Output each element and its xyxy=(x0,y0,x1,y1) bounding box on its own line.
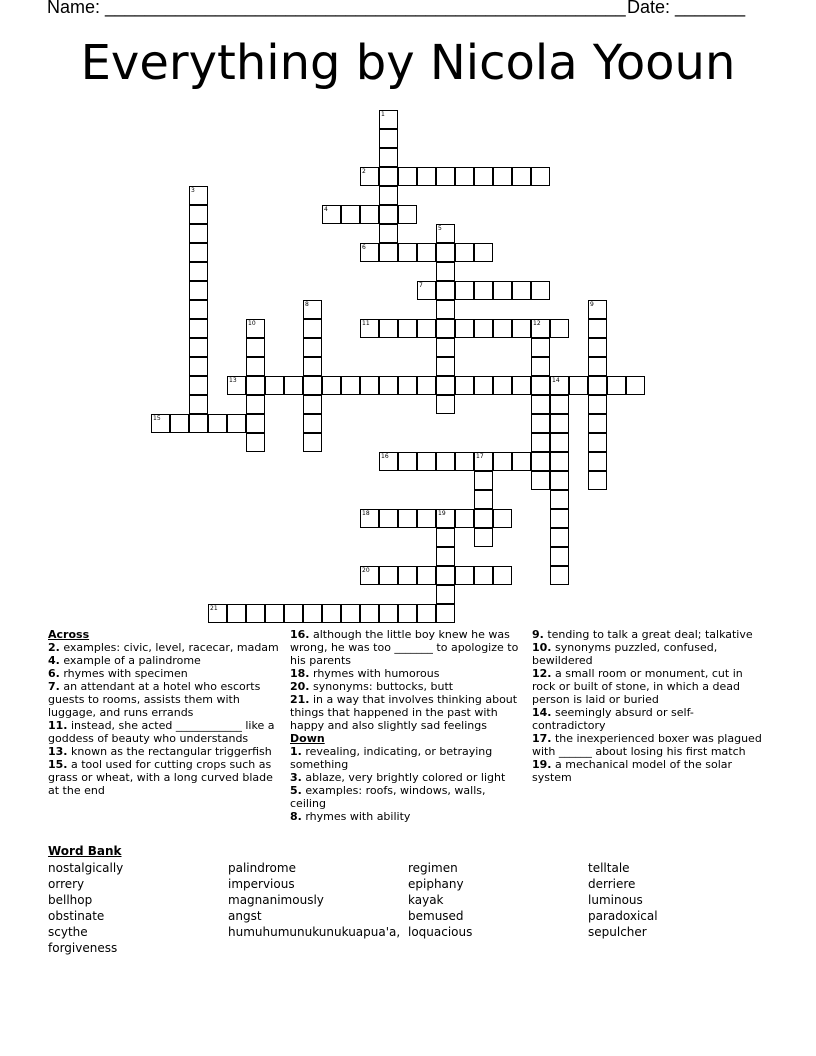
crossword-cell[interactable] xyxy=(398,509,417,528)
clue-text: an attendant at a hotel who escorts guests to rooms, assists them with luggage, and runs errands xyxy=(48,680,261,719)
crossword-cell[interactable] xyxy=(417,281,436,300)
crossword-cell[interactable] xyxy=(379,509,398,528)
crossword-cell[interactable] xyxy=(455,243,474,262)
crossword-cell[interactable] xyxy=(512,452,531,471)
clue-text: a mechanical model of the solar system xyxy=(532,758,733,784)
word-bank-item: epiphany xyxy=(408,877,464,891)
clue-number: 13. xyxy=(48,745,68,758)
crossword-cell[interactable] xyxy=(512,281,531,300)
word-bank-item: palindrome xyxy=(228,861,296,875)
clue xyxy=(290,745,520,771)
word-bank-item: magnanimously xyxy=(228,893,324,907)
word-bank-item: humuhumunukunukuapua'a, xyxy=(228,925,401,939)
clues-column-3 xyxy=(532,628,764,784)
crossword-cell[interactable] xyxy=(550,414,569,433)
clue-number: 16 xyxy=(381,453,389,460)
crossword-cell[interactable] xyxy=(588,433,607,452)
crossword-cell[interactable] xyxy=(360,243,379,262)
clue-text: although the little boy knew he was wrong, he was too _______ to apologize to his parents xyxy=(290,628,519,667)
clue xyxy=(48,654,280,667)
crossword-cell[interactable] xyxy=(360,167,379,186)
word-bank-item: angst xyxy=(228,909,262,923)
crossword-cell[interactable] xyxy=(436,224,455,243)
crossword-cell[interactable] xyxy=(550,376,569,395)
crossword-cell[interactable] xyxy=(455,376,474,395)
crossword-cell[interactable] xyxy=(360,566,379,585)
crossword-cell[interactable] xyxy=(360,205,379,224)
clue-text: revealing, indicating, or betraying something xyxy=(290,745,493,771)
crossword-cell[interactable] xyxy=(360,604,379,623)
word-bank-item: impervious xyxy=(228,877,295,891)
crossword-cell[interactable] xyxy=(436,167,455,186)
crossword-cell[interactable] xyxy=(379,205,398,224)
crossword-cell[interactable] xyxy=(588,414,607,433)
crossword-cell[interactable] xyxy=(189,357,208,376)
crossword-cell[interactable] xyxy=(455,509,474,528)
crossword-cell[interactable] xyxy=(189,338,208,357)
clue-text: examples: roofs, windows, walls, ceiling xyxy=(290,784,486,810)
clue xyxy=(290,667,520,680)
crossword-cell[interactable] xyxy=(436,243,455,262)
crossword-cell[interactable] xyxy=(436,547,455,566)
crossword-cell[interactable] xyxy=(189,186,208,205)
crossword-cell[interactable] xyxy=(303,604,322,623)
crossword-cell[interactable] xyxy=(455,452,474,471)
crossword-cell[interactable] xyxy=(341,604,360,623)
crossword-cell[interactable] xyxy=(189,414,208,433)
word-bank-item: regimen xyxy=(408,861,458,875)
crossword-cell[interactable] xyxy=(607,376,626,395)
crossword-cell[interactable] xyxy=(379,604,398,623)
crossword-cell[interactable] xyxy=(569,376,588,395)
crossword-cell[interactable] xyxy=(474,167,493,186)
clue-text: synonyms: buttocks, butt xyxy=(309,680,454,693)
crossword-cell[interactable] xyxy=(303,357,322,376)
clue xyxy=(290,680,520,693)
word-bank-item: luminous xyxy=(588,893,643,907)
crossword-cell[interactable] xyxy=(398,319,417,338)
crossword-cell[interactable] xyxy=(417,167,436,186)
crossword-cell[interactable] xyxy=(379,129,398,148)
clue xyxy=(290,810,520,823)
crossword-cell[interactable] xyxy=(322,376,341,395)
crossword-cell[interactable] xyxy=(474,509,493,528)
clue-text: a small room or monument, cut in rock or built of stone, in which a dead person is laid or buried xyxy=(532,667,743,706)
crossword-cell[interactable] xyxy=(398,604,417,623)
clue-number: 8 xyxy=(305,301,309,308)
clue-number: 4 xyxy=(324,206,328,213)
crossword-cell[interactable] xyxy=(284,376,303,395)
crossword-cell[interactable] xyxy=(474,243,493,262)
word-bank-item: bemused xyxy=(408,909,464,923)
clue-number: 19. xyxy=(532,758,552,771)
word-bank-item: scythe xyxy=(48,925,88,939)
crossword-cell[interactable] xyxy=(550,319,569,338)
word-bank-item: orrery xyxy=(48,877,85,891)
clue-number: 7 xyxy=(419,282,423,289)
clue xyxy=(532,641,764,667)
crossword-cell[interactable] xyxy=(531,167,550,186)
crossword-cell[interactable] xyxy=(493,319,512,338)
clue-number: 2. xyxy=(48,641,60,654)
crossword-cell[interactable] xyxy=(417,604,436,623)
crossword-cell[interactable] xyxy=(246,376,265,395)
crossword-cell[interactable] xyxy=(531,281,550,300)
crossword-cell[interactable] xyxy=(531,319,550,338)
crossword-cell[interactable] xyxy=(550,528,569,547)
crossword-cell[interactable] xyxy=(588,395,607,414)
crossword-cell[interactable] xyxy=(189,224,208,243)
crossword-cell[interactable] xyxy=(379,319,398,338)
crossword-cell[interactable] xyxy=(588,300,607,319)
crossword-cell[interactable] xyxy=(550,566,569,585)
clue-number: 17. xyxy=(532,732,552,745)
crossword-cell[interactable] xyxy=(550,452,569,471)
clue-number: 6. xyxy=(48,667,60,680)
clue-number: 1. xyxy=(290,745,302,758)
crossword-cell[interactable] xyxy=(189,281,208,300)
crossword-cell[interactable] xyxy=(322,604,341,623)
clue-text: in a way that involves thinking about things that happened in the past with happy and also slightly sad feelings xyxy=(290,693,518,732)
clue xyxy=(532,732,764,758)
word-bank-item: loquacious xyxy=(408,925,473,939)
crossword-cell[interactable] xyxy=(474,490,493,509)
clue-number: 15 xyxy=(153,415,161,422)
word-bank-item: nostalgically xyxy=(48,861,124,875)
clue xyxy=(290,693,520,732)
crossword-cell[interactable] xyxy=(550,547,569,566)
crossword-cell[interactable] xyxy=(265,604,284,623)
clue-number: 7. xyxy=(48,680,60,693)
clue-number: 12. xyxy=(532,667,552,680)
word-bank-column xyxy=(408,860,472,940)
clue xyxy=(48,667,280,680)
clue xyxy=(48,641,280,654)
clue-number: 16. xyxy=(290,628,310,641)
clue-number: 11. xyxy=(48,719,68,732)
clue-number: 6 xyxy=(362,244,366,251)
word-bank-column xyxy=(48,860,123,956)
crossword-cell[interactable] xyxy=(417,376,436,395)
crossword-cell[interactable] xyxy=(417,452,436,471)
crossword-cell[interactable] xyxy=(550,509,569,528)
crossword-cell[interactable] xyxy=(379,452,398,471)
clue-number: 15. xyxy=(48,758,68,771)
clue-number: 2 xyxy=(362,168,366,175)
crossword-cell[interactable] xyxy=(189,395,208,414)
clue xyxy=(532,667,764,706)
clue-number: 17 xyxy=(476,453,484,460)
crossword-cell[interactable] xyxy=(436,357,455,376)
crossword-cell[interactable] xyxy=(246,604,265,623)
clue-text: synonyms puzzled, confused, bewildered xyxy=(532,641,718,667)
crossword-cell[interactable] xyxy=(246,414,265,433)
crossword-cell[interactable] xyxy=(531,433,550,452)
crossword-cell[interactable] xyxy=(588,471,607,490)
clue-number: 3 xyxy=(191,187,195,194)
crossword-cell[interactable] xyxy=(189,300,208,319)
crossword-cell[interactable] xyxy=(455,319,474,338)
clue-number: 1 xyxy=(381,111,385,118)
crossword-cell[interactable] xyxy=(303,414,322,433)
crossword-cell[interactable] xyxy=(531,471,550,490)
crossword-cell[interactable] xyxy=(398,167,417,186)
crossword-cell[interactable] xyxy=(246,395,265,414)
clue-text: rhymes with humorous xyxy=(309,667,440,680)
clue-number: 18. xyxy=(290,667,310,680)
crossword-cell[interactable] xyxy=(398,566,417,585)
page-title: Everything by Nicola Yooun xyxy=(80,35,736,91)
crossword-cell[interactable] xyxy=(455,167,474,186)
clue-text: examples: civic, level, racecar, madam xyxy=(59,641,279,654)
crossword-cell[interactable] xyxy=(436,528,455,547)
crossword-cell[interactable] xyxy=(531,395,550,414)
crossword-cell[interactable] xyxy=(360,376,379,395)
crossword-cell[interactable] xyxy=(474,281,493,300)
crossword-cell[interactable] xyxy=(531,338,550,357)
clue-number: 19 xyxy=(438,510,446,517)
crossword-cell[interactable] xyxy=(588,338,607,357)
crossword-cell[interactable] xyxy=(246,357,265,376)
crossword-cell[interactable] xyxy=(436,604,455,623)
word-bank-item: sepulcher xyxy=(588,925,647,939)
crossword-cell[interactable] xyxy=(322,205,341,224)
crossword-cell[interactable] xyxy=(189,376,208,395)
crossword-cell[interactable] xyxy=(493,509,512,528)
word-bank-column xyxy=(588,860,658,940)
clue-number: 8. xyxy=(290,810,302,823)
clue xyxy=(290,771,520,784)
crossword-cell[interactable] xyxy=(417,509,436,528)
crossword-cell[interactable] xyxy=(379,167,398,186)
clue-number: 4. xyxy=(48,654,60,667)
crossword-cell[interactable] xyxy=(588,319,607,338)
crossword-cell[interactable] xyxy=(455,566,474,585)
crossword-cell[interactable] xyxy=(151,414,170,433)
crossword-cell[interactable] xyxy=(436,566,455,585)
crossword-cell[interactable] xyxy=(436,281,455,300)
clue-number: 3. xyxy=(290,771,302,784)
clue-number: 9 xyxy=(590,301,594,308)
crossword-cell[interactable] xyxy=(531,376,550,395)
crossword-cell[interactable] xyxy=(379,566,398,585)
clue-number: 13 xyxy=(229,377,237,384)
word-bank-item: paradoxical xyxy=(588,909,658,923)
crossword-cell[interactable] xyxy=(588,376,607,395)
crossword-cell[interactable] xyxy=(474,471,493,490)
crossword-cell[interactable] xyxy=(379,376,398,395)
crossword-cell[interactable] xyxy=(550,395,569,414)
word-bank-item: obstinate xyxy=(48,909,105,923)
crossword-cell[interactable] xyxy=(588,452,607,471)
crossword-cell[interactable] xyxy=(531,357,550,376)
word-bank-item: derriere xyxy=(588,877,636,891)
clue xyxy=(290,628,520,667)
crossword-cell[interactable] xyxy=(531,452,550,471)
crossword-cell[interactable] xyxy=(246,319,265,338)
clue-text: a tool used for cutting crops such as grass or wheat, with a long curved blade at the end xyxy=(48,758,273,797)
crossword-cell[interactable] xyxy=(208,604,227,623)
clues-column-1 xyxy=(48,628,280,797)
word-bank-item: bellhop xyxy=(48,893,93,907)
crossword-cell[interactable] xyxy=(189,243,208,262)
clue-text: known as the rectangular triggerfish xyxy=(67,745,272,758)
word-bank-column xyxy=(228,860,400,940)
crossword-cell[interactable] xyxy=(417,319,436,338)
clue-number: 11 xyxy=(362,320,370,327)
crossword-cell[interactable] xyxy=(189,262,208,281)
crossword-cell[interactable] xyxy=(436,585,455,604)
crossword-cell[interactable] xyxy=(436,395,455,414)
crossword-cell[interactable] xyxy=(512,319,531,338)
clue xyxy=(532,706,764,732)
crossword-cell[interactable] xyxy=(493,167,512,186)
crossword-cell[interactable] xyxy=(474,566,493,585)
crossword-cell[interactable] xyxy=(227,604,246,623)
clue-number: 18 xyxy=(362,510,370,517)
clue xyxy=(532,758,764,784)
clue-number: 14. xyxy=(532,706,552,719)
crossword-cell[interactable] xyxy=(246,338,265,357)
crossword-cell[interactable] xyxy=(398,243,417,262)
crossword-cell[interactable] xyxy=(436,509,455,528)
crossword-cell[interactable] xyxy=(208,414,227,433)
crossword-cell[interactable] xyxy=(493,376,512,395)
clue-number: 9. xyxy=(532,628,544,641)
crossword-cell[interactable] xyxy=(227,376,246,395)
crossword-cell[interactable] xyxy=(379,110,398,129)
crossword-cell[interactable] xyxy=(189,319,208,338)
crossword-cell[interactable] xyxy=(284,604,303,623)
crossword-cell[interactable] xyxy=(550,490,569,509)
crossword-cell[interactable] xyxy=(531,414,550,433)
crossword-cell[interactable] xyxy=(550,433,569,452)
clue-number: 12 xyxy=(533,320,541,327)
clue xyxy=(532,628,764,641)
clue-number: 20. xyxy=(290,680,310,693)
crossword-cell[interactable] xyxy=(303,433,322,452)
word-bank-item: forgiveness xyxy=(48,941,118,955)
crossword-cell[interactable] xyxy=(512,376,531,395)
crossword-cell[interactable] xyxy=(417,566,436,585)
word-bank-heading: Word Bank xyxy=(48,844,122,858)
clue-text: tending to talk a great deal; talkative xyxy=(543,628,753,641)
clue-section-heading: Across xyxy=(48,628,90,641)
crossword-cell[interactable] xyxy=(493,566,512,585)
clue-number: 20 xyxy=(362,567,370,574)
crossword-cell[interactable] xyxy=(379,243,398,262)
clue-number: 5 xyxy=(438,225,442,232)
clue-number: 21. xyxy=(290,693,310,706)
crossword-cell[interactable] xyxy=(493,281,512,300)
crossword-cell[interactable] xyxy=(512,167,531,186)
clue xyxy=(48,745,280,758)
clue-section-heading: Down xyxy=(290,732,325,745)
crossword-cell[interactable] xyxy=(246,433,265,452)
crossword-cell[interactable] xyxy=(227,414,246,433)
crossword-cell[interactable] xyxy=(303,319,322,338)
date-field-label: Date: _______ xyxy=(627,0,746,17)
crossword-cell[interactable] xyxy=(474,319,493,338)
crossword-cell[interactable] xyxy=(360,319,379,338)
crossword-cell[interactable] xyxy=(398,376,417,395)
crossword-cell[interactable] xyxy=(379,224,398,243)
crossword-cell[interactable] xyxy=(436,300,455,319)
crossword-cell[interactable] xyxy=(379,186,398,205)
crossword-cell[interactable] xyxy=(303,300,322,319)
crossword-cell[interactable] xyxy=(360,509,379,528)
crossword-cell[interactable] xyxy=(436,452,455,471)
clue-number: 10. xyxy=(532,641,552,654)
clue-text: rhymes with specimen xyxy=(59,667,188,680)
crossword-cell[interactable] xyxy=(398,452,417,471)
clue-number: 21 xyxy=(210,605,218,612)
clue-number: 14 xyxy=(552,377,560,384)
clue-text: the inexperienced boxer was plagued with ______ about losing his first match xyxy=(532,732,762,758)
crossword-cell[interactable] xyxy=(436,376,455,395)
crossword-cell[interactable] xyxy=(417,243,436,262)
crossword-cell[interactable] xyxy=(303,376,322,395)
crossword-cell[interactable] xyxy=(303,338,322,357)
clue-text: seemingly absurd or self-contradictory xyxy=(532,706,694,732)
clue-text: rhymes with ability xyxy=(301,810,411,823)
word-bank-item: telltale xyxy=(588,861,630,875)
crossword-cell[interactable] xyxy=(455,281,474,300)
crossword-cell[interactable] xyxy=(493,452,512,471)
crossword-cell[interactable] xyxy=(436,319,455,338)
crossword-cell[interactable] xyxy=(436,338,455,357)
crossword-cell[interactable] xyxy=(398,205,417,224)
clue xyxy=(48,719,280,745)
clue-text: ablaze, very brightly colored or light xyxy=(301,771,506,784)
clue xyxy=(290,784,520,810)
crossword-cell[interactable] xyxy=(626,376,645,395)
crossword-cell[interactable] xyxy=(436,262,455,281)
crossword-cell[interactable] xyxy=(189,205,208,224)
clue-number: 5. xyxy=(290,784,302,797)
clue-text: instead, she acted ____________ like a goddess of beauty who understands xyxy=(48,719,275,745)
crossword-cell[interactable] xyxy=(303,395,322,414)
name-field-label: Name: ____________________________________________________ xyxy=(47,0,626,17)
crossword-cell[interactable] xyxy=(379,148,398,167)
crossword-cell[interactable] xyxy=(341,205,360,224)
crossword-cell[interactable] xyxy=(265,376,284,395)
clue xyxy=(48,758,280,797)
clue-number: 10 xyxy=(248,320,256,327)
clue xyxy=(48,680,280,719)
crossword-cell[interactable] xyxy=(474,528,493,547)
crossword-cell[interactable] xyxy=(588,357,607,376)
clue-text: example of a palindrome xyxy=(59,654,201,667)
word-bank-item: kayak xyxy=(408,893,444,907)
crossword-cell[interactable] xyxy=(474,452,493,471)
crossword-cell[interactable] xyxy=(550,471,569,490)
crossword-cell[interactable] xyxy=(170,414,189,433)
crossword-cell[interactable] xyxy=(474,376,493,395)
clues-column-2 xyxy=(290,628,520,823)
crossword-cell[interactable] xyxy=(341,376,360,395)
